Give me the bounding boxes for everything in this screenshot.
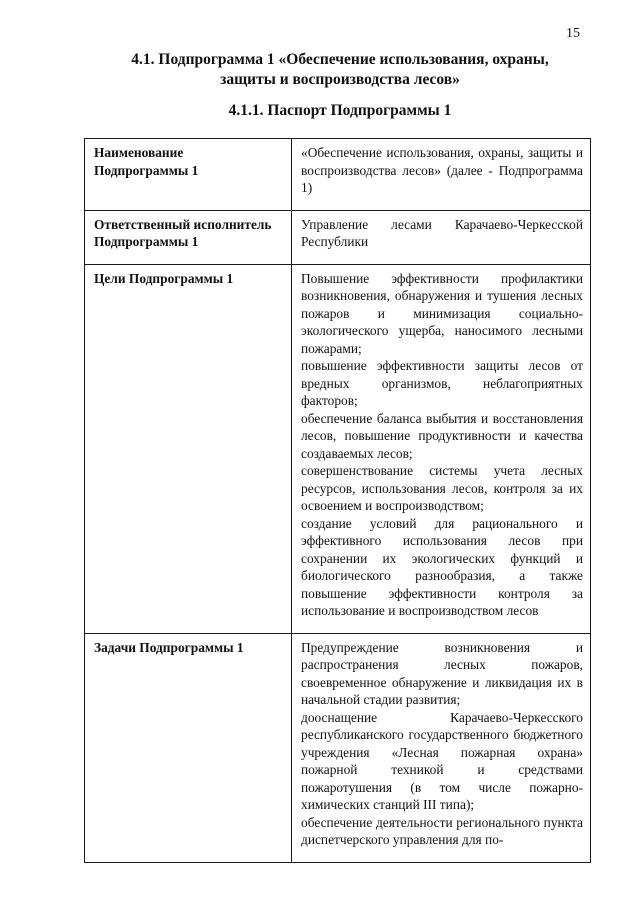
section-title-line-1: 4.1. Подпрограмма 1 «Обеспечение использования, охраны, (131, 51, 549, 68)
table-row (85, 210, 591, 264)
content-paragraph: дооснащение Карачаево-Черкесского республиканского государственного бюджетного учреждения «Лесная пожарная охрана» пожарной техникой и средствами пожаротушения (в том числе пожарно-химических станций III типа); (301, 709, 583, 812)
row-content (292, 264, 591, 633)
row-label: Цели Подпрограммы 1 (85, 264, 292, 633)
row-content (292, 633, 591, 862)
content-paragraph: повышение эффективности защиты лесов от вредных организмов, неблагоприятных факторов; (301, 358, 583, 408)
passport-table (84, 138, 591, 863)
table-row (85, 139, 591, 211)
content-paragraph: обеспечение деятельности регионального пункта диспетчерского управления для по- (301, 814, 583, 847)
subsection-title: 4.1.1. Паспорт Подпрограммы 1 (228, 102, 452, 119)
content-paragraph: Предупреждение возникновения и распространения лесных пожаров, своевременное обнаружение и ликвидация их в начальной стадии развития; (301, 639, 583, 707)
content-paragraph: Повышение эффективности профилактики возникновения, обнаружения и тушения лесных пожаров и минимизация социально-экологического ущерба, наносимого лесными пожарами; (301, 270, 583, 356)
row-label (85, 139, 292, 211)
section-title-line-2: защиты и воспроизводства лесов» (220, 71, 460, 88)
row-label-line: Наименование (94, 145, 184, 160)
content-paragraph: «Обеспечение использования, охраны, защиты и воспроизводства лесов» (далее - Подпрограмма 1) (301, 145, 583, 195)
table-row (85, 633, 591, 862)
row-content (292, 210, 591, 264)
content-paragraph: обеспечение баланса выбытия и восстановления лесов, повышение продуктивности и качества создаваемых лесов; (301, 410, 583, 461)
content-paragraph: совершенствование системы учета лесных ресурсов, использования лесов, контроля за их освоением и воспроизводством; (301, 463, 583, 513)
row-label: Задачи Подпрограммы 1 (85, 633, 292, 862)
table-row (85, 264, 591, 633)
row-label-line: Подпрограммы 1 (94, 162, 199, 178)
content-paragraph: создание условий для рационального и эффективного использования лесов при сохранении их экологических функций и биологического разнообразия, а также повышение эффективности контроля за использование и воспроизводством лесов (301, 515, 583, 618)
page-number: 15 (566, 26, 580, 41)
row-label (85, 210, 292, 264)
section-title (80, 50, 600, 90)
content-paragraph: Управление лесами Карачаево-Черкесской Республики (301, 216, 583, 249)
row-content (292, 139, 591, 211)
row-label-text: Ответственный исполнитель Подпрограммы 1 (94, 216, 272, 249)
